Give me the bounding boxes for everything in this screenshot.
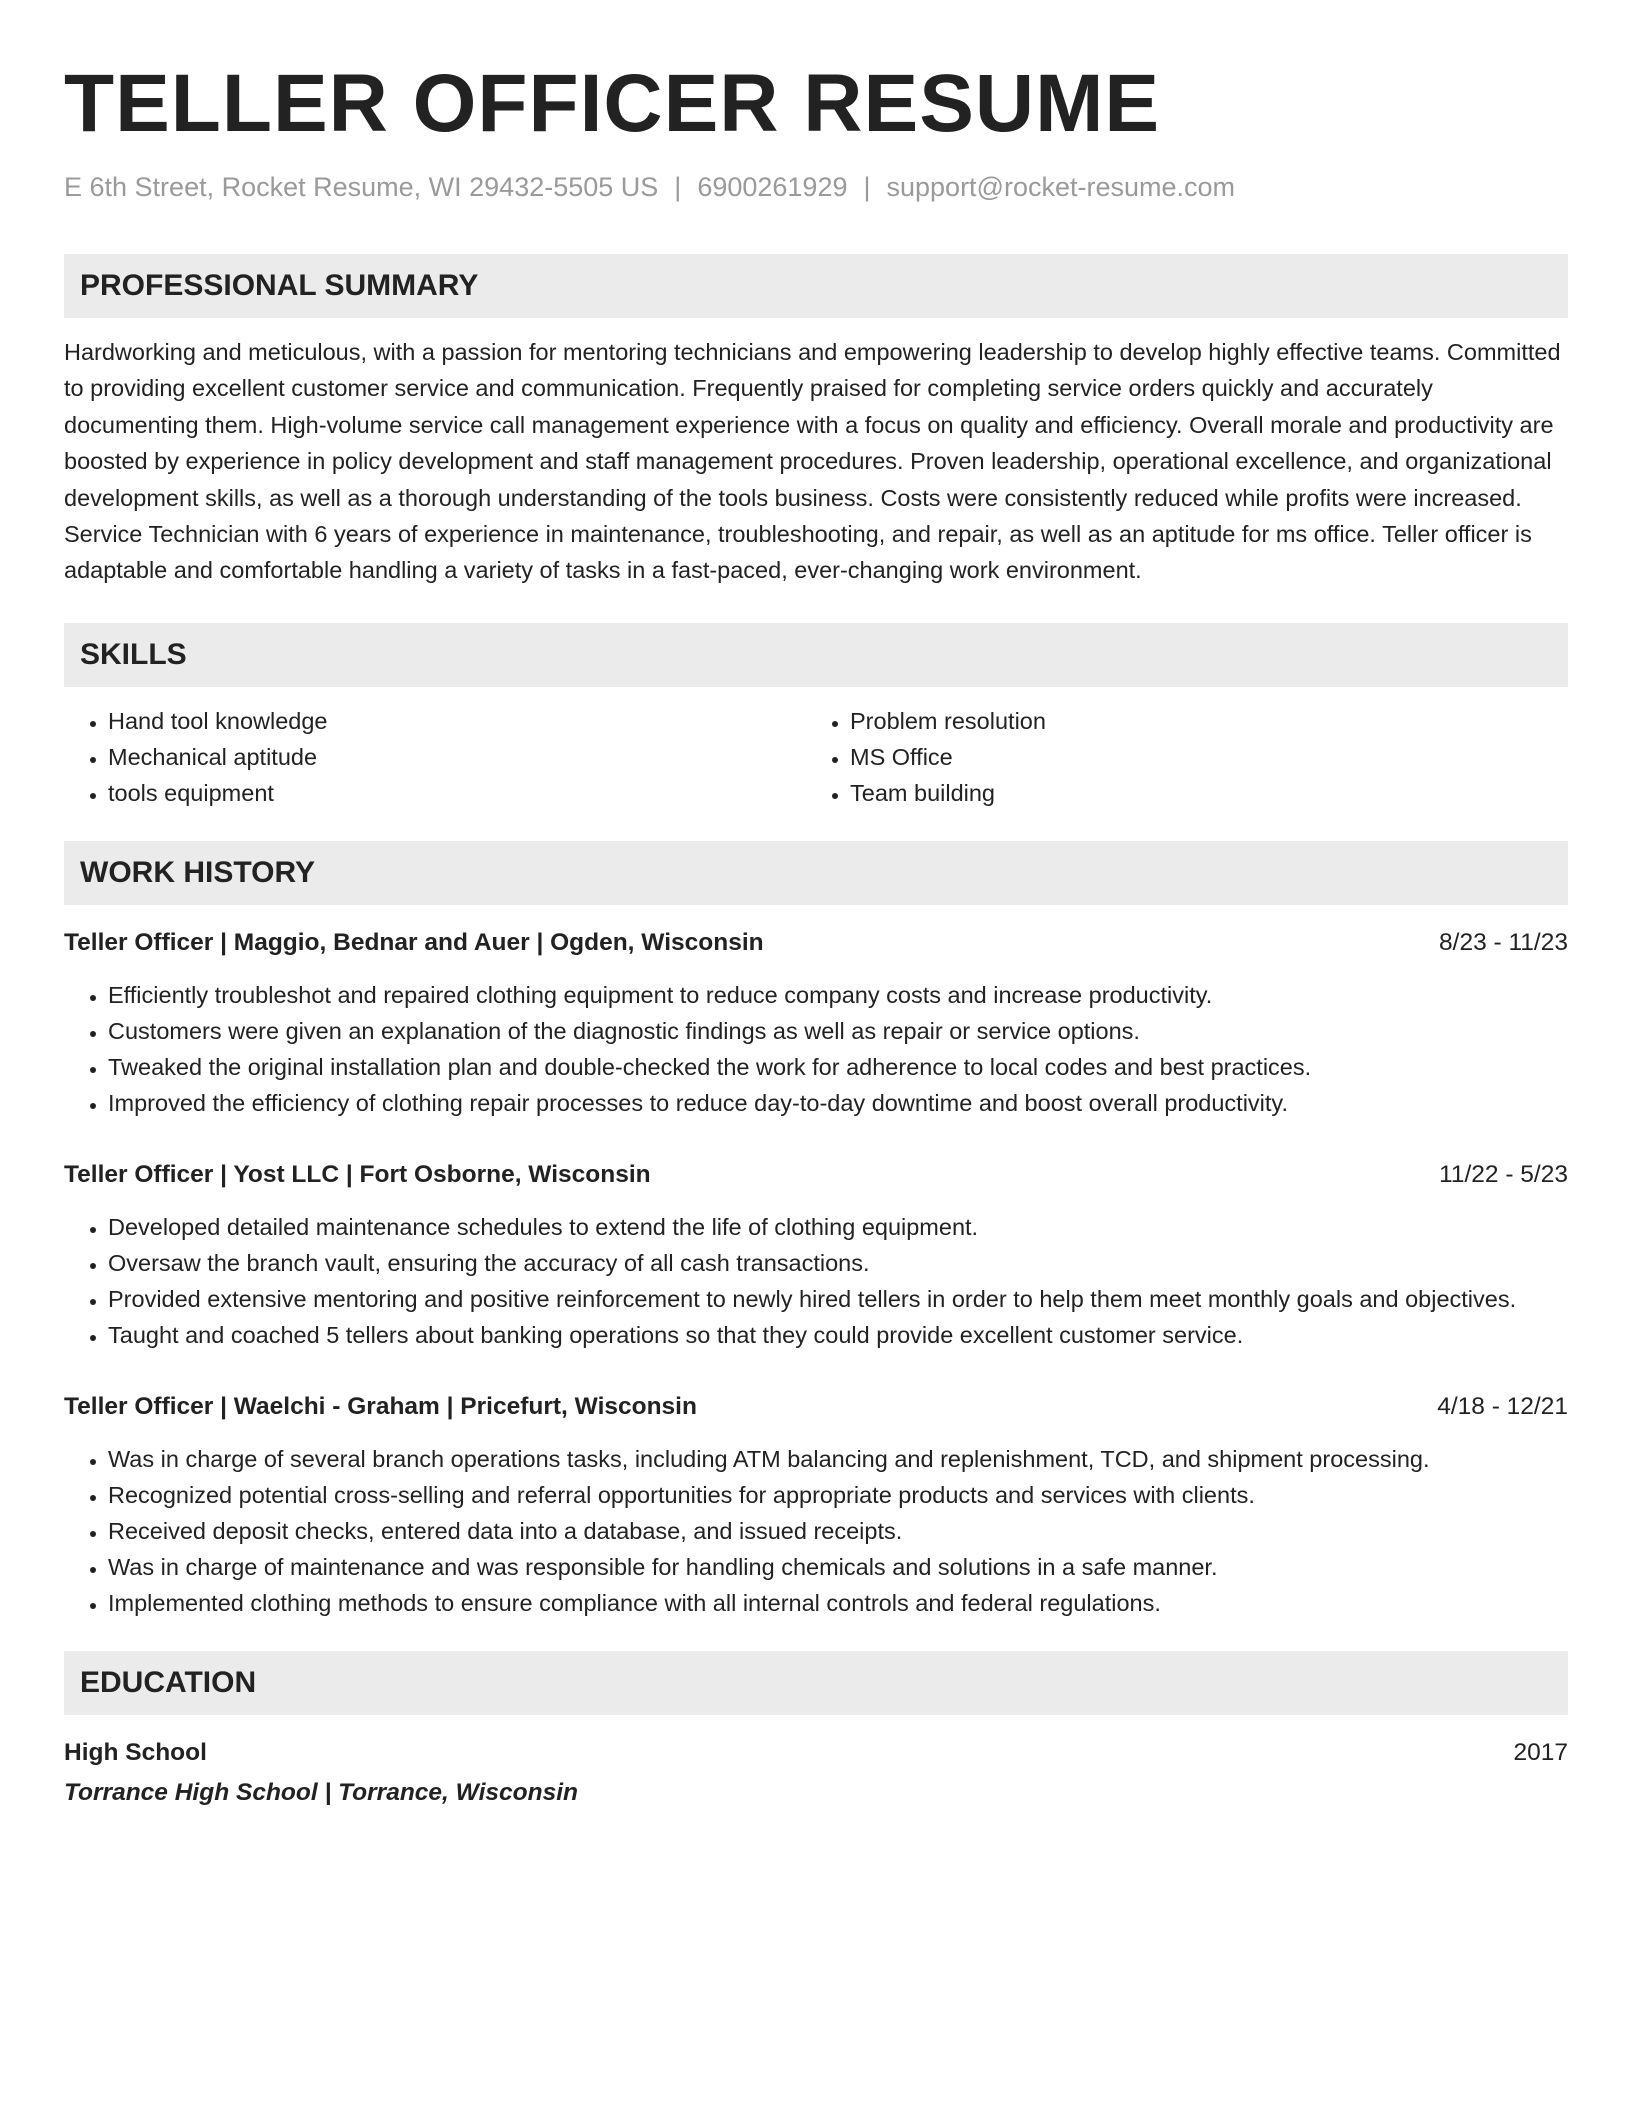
skill-item: • Mechanical aptitude xyxy=(108,739,806,775)
job-entry xyxy=(64,1157,1568,1353)
job-bullet: • Improved the efficiency of clothing repair processes to reduce day-to-day downtime and boost overall productivity. xyxy=(108,1085,1568,1121)
job-bullet: • Efficiently troubleshot and repaired clothing equipment to reduce company costs and increase productivity. xyxy=(108,977,1568,1013)
skill-item: • tools equipment xyxy=(108,775,806,811)
job-entry xyxy=(64,925,1568,1121)
skill-item: • Hand tool knowledge xyxy=(108,703,806,739)
job-bullet: • Oversaw the branch vault, ensuring the accuracy of all cash transactions. xyxy=(108,1245,1568,1281)
job-bullet: • Tweaked the original installation plan and double-checked the work for adherence to local codes and best practices. xyxy=(108,1049,1568,1085)
job-header xyxy=(64,925,1568,961)
education-header xyxy=(64,1735,1568,1771)
summary-text: Hardworking and meticulous, with a passion for mentoring technicians and empowering leadership to develop highly effective teams. Committed to providing excellent customer service and communication. Frequently praised for completing service orders quickly and accurately documenting them. High-volume service call management experience with a focus on quality and efficiency. Overall morale and productivity are boosted by experience in policy development and staff management procedures. Proven leadership, operational excellence, and organizational development skills, as well as a thorough understanding of the tools business. Costs were consistently reduced while profits were increased. Service Technician with 6 years of experience in maintenance, troubleshooting, and repair, as well as an aptitude for ms office. Teller officer is adaptable and comfortable handling a variety of tasks in a fast-paced, ever-changing work environment. xyxy=(64,339,1561,584)
contact-separator: | xyxy=(674,172,682,202)
job-dates: 8/23 - 11/23 xyxy=(1439,928,1568,956)
job-bullet: • Provided extensive mentoring and positive reinforcement to newly hired tellers in order to help them meet monthly goals and objectives. xyxy=(108,1281,1568,1317)
job-bullet: • Received deposit checks, entered data into a database, and issued receipts. xyxy=(108,1513,1568,1549)
job-bullet: • Was in charge of several branch operations tasks, including ATM balancing and replenishment, TCD, and shipment processing. xyxy=(108,1441,1568,1477)
job-bullets xyxy=(64,977,1568,1121)
contact-line xyxy=(64,170,1568,204)
contact-phone: 6900261929 xyxy=(697,172,848,202)
job-bullet: • Taught and coached 5 tellers about banking operations so that they could provide excellent customer service. xyxy=(108,1317,1568,1353)
job-entry xyxy=(64,1389,1568,1621)
education-heading: EDUCATION xyxy=(64,1651,1568,1715)
skill-item: • Problem resolution xyxy=(850,703,1548,739)
job-dates: 4/18 - 12/21 xyxy=(1437,1392,1568,1420)
job-bullets xyxy=(64,1441,1568,1621)
job-header xyxy=(64,1157,1568,1193)
education-school: Torrance High School | Torrance, Wisconsin xyxy=(64,1778,578,1806)
work-history-heading: WORK HISTORY xyxy=(64,841,1568,905)
job-dates: 11/22 - 5/23 xyxy=(1439,1160,1568,1188)
contact-address: E 6th Street, Rocket Resume, WI 29432-5505 US xyxy=(64,172,659,202)
skills-heading: SKILLS xyxy=(64,623,1568,687)
job-title: Teller Officer | Waelchi - Graham | Pricefurt, Wisconsin xyxy=(64,1392,697,1420)
skills-grid xyxy=(64,703,1568,811)
job-title: Teller Officer | Yost LLC | Fort Osborne, Wisconsin xyxy=(64,1160,651,1188)
education-degree: High School xyxy=(64,1738,207,1766)
summary-heading: PROFESSIONAL SUMMARY xyxy=(64,254,1568,318)
job-bullet: • Developed detailed maintenance schedules to extend the life of clothing equipment. xyxy=(108,1209,1568,1245)
job-title: Teller Officer | Maggio, Bednar and Auer | Ogden, Wisconsin xyxy=(64,928,764,956)
education-year: 2017 xyxy=(1513,1738,1568,1766)
job-bullet: • Customers were given an explanation of the diagnostic findings as well as repair or service options. xyxy=(108,1013,1568,1049)
resume-title: TELLER OFFICER RESUME xyxy=(64,58,1161,149)
contact-email[interactable]: support@rocket-resume.com xyxy=(886,172,1236,202)
job-header xyxy=(64,1389,1568,1425)
job-bullets xyxy=(64,1209,1568,1353)
job-bullet: • Was in charge of maintenance and was responsible for handling chemicals and solutions in a safe manner. xyxy=(108,1549,1568,1585)
job-bullet: • Implemented clothing methods to ensure compliance with all internal controls and federal regulations. xyxy=(108,1585,1568,1621)
contact-separator: | xyxy=(863,172,871,202)
job-bullet: • Recognized potential cross-selling and referral opportunities for appropriate products and services with clients. xyxy=(108,1477,1568,1513)
skill-item: • MS Office xyxy=(850,739,1548,775)
skill-item: • Team building xyxy=(850,775,1548,811)
resume-page xyxy=(64,0,1568,1811)
education-entry xyxy=(64,1735,1568,1811)
skills-column-left xyxy=(64,703,806,811)
skills-column-right xyxy=(806,703,1548,811)
